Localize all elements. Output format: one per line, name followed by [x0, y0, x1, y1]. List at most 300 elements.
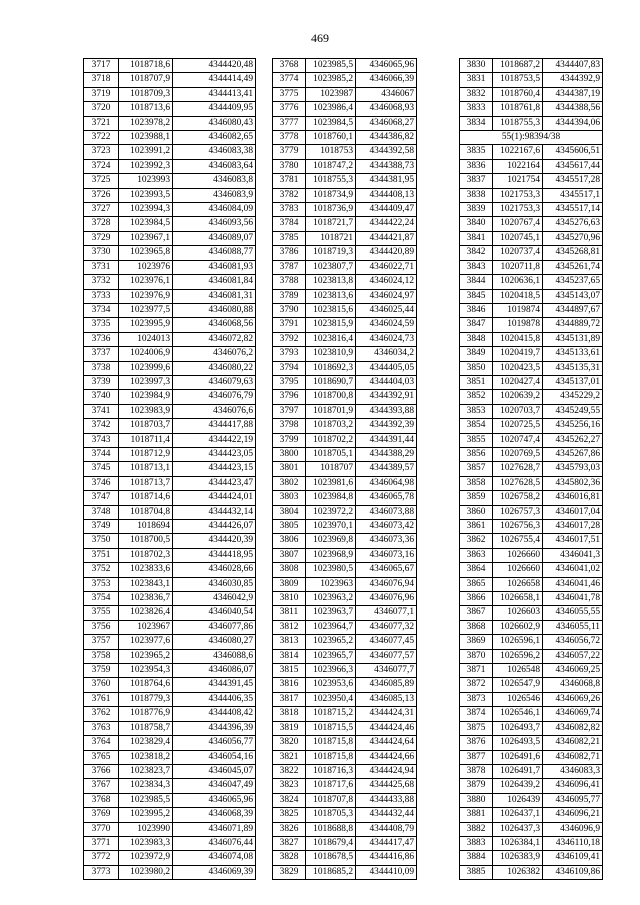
y-coordinate: 4346083,9 [173, 188, 256, 202]
point-number: 3815 [273, 664, 306, 678]
point-number: 3768 [273, 59, 306, 73]
point-number: 3788 [273, 275, 306, 289]
point-number: 3798 [273, 419, 306, 433]
y-coordinate: 4346041,02 [543, 563, 603, 577]
table-row [273, 577, 417, 591]
table-row [84, 865, 256, 879]
point-number: 3863 [460, 548, 493, 562]
point-number: 3846 [460, 303, 493, 317]
x-coordinate: 1026658,1 [493, 592, 543, 606]
x-coordinate: 1020418,5 [493, 289, 543, 303]
point-number: 3856 [460, 447, 493, 461]
y-coordinate: 4344424,46 [356, 721, 417, 735]
y-coordinate: 4346040,54 [173, 606, 256, 620]
x-coordinate: 1018713,1 [119, 462, 173, 476]
point-number: 3779 [273, 145, 306, 159]
x-coordinate: 1023999,6 [119, 361, 173, 375]
table-row [460, 620, 603, 634]
y-coordinate: 4346054,16 [173, 750, 256, 764]
table-row [460, 87, 603, 101]
point-number: 3866 [460, 592, 493, 606]
y-coordinate: 4344426,07 [173, 520, 256, 534]
x-coordinate: 1018701,9 [306, 404, 356, 418]
y-coordinate: 4346056,72 [543, 635, 603, 649]
point-number: 3822 [273, 764, 306, 778]
x-coordinate: 1023818,2 [119, 750, 173, 764]
x-coordinate: 1018760,4 [493, 87, 543, 101]
x-coordinate: 1023972,9 [119, 851, 173, 865]
x-coordinate: 1026548 [493, 664, 543, 678]
x-coordinate: 1026439,2 [493, 779, 543, 793]
table-row [273, 620, 417, 634]
x-coordinate: 1022164 [493, 159, 543, 173]
point-number: 3763 [84, 721, 119, 735]
table-row [460, 808, 603, 822]
point-number: 3790 [273, 303, 306, 317]
y-coordinate: 4344423,05 [173, 447, 256, 461]
y-coordinate: 4345135,31 [543, 361, 603, 375]
x-coordinate: 1023969,8 [306, 534, 356, 548]
y-coordinate: 4346072,82 [173, 332, 256, 346]
point-number: 3787 [273, 260, 306, 274]
point-number: 3870 [460, 649, 493, 663]
y-coordinate: 4344423,15 [173, 462, 256, 476]
point-number: 3738 [84, 361, 119, 375]
y-coordinate: 4344404,03 [356, 375, 417, 389]
y-coordinate: 4345793,03 [543, 462, 603, 476]
point-number: 3882 [460, 822, 493, 836]
y-coordinate: 4346024,12 [356, 275, 417, 289]
x-coordinate: 1023829,4 [119, 736, 173, 750]
y-coordinate: 4346068,39 [173, 808, 256, 822]
y-coordinate: 4346077,57 [356, 649, 417, 663]
x-coordinate: 1027628,5 [493, 476, 543, 490]
table-row [84, 851, 256, 865]
y-coordinate: 4344388,29 [356, 447, 417, 461]
point-number: 3760 [84, 678, 119, 692]
y-coordinate: 4345237,65 [543, 275, 603, 289]
table-row [84, 836, 256, 850]
x-coordinate: 1018717,6 [306, 779, 356, 793]
y-coordinate: 4346077,1 [356, 606, 417, 620]
x-coordinate: 1018705,3 [306, 808, 356, 822]
point-number: 3758 [84, 649, 119, 663]
point-number: 3761 [84, 692, 119, 706]
x-coordinate: 1023810,9 [306, 347, 356, 361]
y-coordinate: 4346024,73 [356, 332, 417, 346]
point-number: 3806 [273, 534, 306, 548]
x-coordinate: 1018694 [119, 520, 173, 534]
point-number: 3805 [273, 520, 306, 534]
y-coordinate: 4344420,89 [356, 246, 417, 260]
y-coordinate: 4344432,14 [173, 505, 256, 519]
x-coordinate: 1020703,7 [493, 404, 543, 418]
table-row [273, 404, 417, 418]
y-coordinate: 4346066,39 [356, 73, 417, 87]
point-number: 3869 [460, 635, 493, 649]
table-row [460, 174, 603, 188]
table-row [460, 505, 603, 519]
point-number: 3836 [460, 159, 493, 173]
point-number: 3753 [84, 577, 119, 591]
table-row [84, 433, 256, 447]
x-coordinate: 1018715,8 [306, 750, 356, 764]
point-number: 3871 [460, 664, 493, 678]
y-coordinate: 4345261,74 [543, 260, 603, 274]
table-row [273, 131, 417, 145]
x-coordinate: 1023980,2 [119, 865, 173, 879]
point-number: 3756 [84, 620, 119, 634]
y-coordinate: 4346076,79 [173, 390, 256, 404]
x-coordinate: 1023815,9 [306, 318, 356, 332]
point-number: 3823 [273, 779, 306, 793]
y-coordinate: 4346067 [356, 87, 417, 101]
y-coordinate: 4346030,85 [173, 577, 256, 591]
x-coordinate: 1026491,7 [493, 764, 543, 778]
table-row [273, 188, 417, 202]
y-coordinate: 4344420,48 [173, 59, 256, 73]
table-row [84, 447, 256, 461]
y-coordinate: 4344392,39 [356, 419, 417, 433]
y-coordinate: 4346073,42 [356, 520, 417, 534]
y-coordinate: 4346069,26 [543, 692, 603, 706]
table-row [460, 548, 603, 562]
y-coordinate: 4346084,09 [173, 203, 256, 217]
table-row [84, 505, 256, 519]
point-number: 3800 [273, 447, 306, 461]
y-coordinate: 4346081,93 [173, 260, 256, 274]
y-coordinate: 4345131,89 [543, 332, 603, 346]
parcel-label: 55(1):98394/38 [460, 131, 603, 145]
table-row [273, 217, 417, 231]
table-row [273, 822, 417, 836]
point-number: 3730 [84, 246, 119, 260]
table-row [84, 188, 256, 202]
point-number: 3818 [273, 707, 306, 721]
table-row [84, 260, 256, 274]
x-coordinate: 1018678,5 [306, 851, 356, 865]
y-coordinate: 4346056,77 [173, 736, 256, 750]
y-coordinate: 4344394,06 [543, 116, 603, 130]
y-coordinate: 4344389,57 [356, 462, 417, 476]
y-coordinate: 4346083,38 [173, 145, 256, 159]
table-row [460, 707, 603, 721]
y-coordinate: 4346068,27 [356, 116, 417, 130]
table-row [273, 563, 417, 577]
point-number: 3755 [84, 606, 119, 620]
y-coordinate: 4345133,61 [543, 347, 603, 361]
x-coordinate: 1020737,4 [493, 246, 543, 260]
point-number: 3813 [273, 635, 306, 649]
y-coordinate: 4346069,39 [173, 865, 256, 879]
point-number: 3741 [84, 404, 119, 418]
table-row [460, 462, 603, 476]
x-coordinate: 1023815,6 [306, 303, 356, 317]
x-coordinate: 1021753,3 [493, 203, 543, 217]
y-coordinate: 4344410,09 [356, 865, 417, 879]
table-row [460, 73, 603, 87]
point-number: 3724 [84, 159, 119, 173]
point-number: 3776 [273, 102, 306, 116]
parcel-header-row [460, 131, 603, 145]
x-coordinate: 1018687,2 [493, 59, 543, 73]
x-coordinate: 1023986,4 [306, 102, 356, 116]
y-coordinate: 4344424,64 [356, 736, 417, 750]
x-coordinate: 1026439 [493, 793, 543, 807]
point-number: 3765 [84, 750, 119, 764]
point-number: 3768 [84, 793, 119, 807]
y-coordinate: 4346065,96 [356, 59, 417, 73]
table-row [273, 361, 417, 375]
y-coordinate: 4344409,95 [173, 102, 256, 116]
y-coordinate: 4346085,13 [356, 692, 417, 706]
table-row [84, 750, 256, 764]
x-coordinate: 1023967,1 [119, 231, 173, 245]
x-coordinate: 1018703,7 [119, 419, 173, 433]
point-number: 3827 [273, 836, 306, 850]
x-coordinate: 1023977,5 [119, 303, 173, 317]
point-number: 3811 [273, 606, 306, 620]
x-coordinate: 1023992,3 [119, 159, 173, 173]
table-row [460, 635, 603, 649]
y-coordinate: 4344422,19 [173, 433, 256, 447]
x-coordinate: 1020636,1 [493, 275, 543, 289]
x-coordinate: 1026384,1 [493, 836, 543, 850]
x-coordinate: 1023954,3 [119, 664, 173, 678]
x-coordinate: 1018719,3 [306, 246, 356, 260]
point-number: 3840 [460, 217, 493, 231]
table-row [460, 836, 603, 850]
point-number: 3843 [460, 260, 493, 274]
x-coordinate: 1020747,4 [493, 433, 543, 447]
y-coordinate: 4346025,44 [356, 303, 417, 317]
point-number: 3803 [273, 491, 306, 505]
point-number: 3844 [460, 275, 493, 289]
x-coordinate: 1026756,3 [493, 520, 543, 534]
point-number: 3830 [460, 59, 493, 73]
x-coordinate: 1020423,5 [493, 361, 543, 375]
x-coordinate: 1023994,3 [119, 203, 173, 217]
table-row [460, 793, 603, 807]
y-coordinate: 4344392,9 [543, 73, 603, 87]
x-coordinate: 1024006,9 [119, 347, 173, 361]
table-row [273, 635, 417, 649]
point-number: 3883 [460, 836, 493, 850]
y-coordinate: 4346024,59 [356, 318, 417, 332]
x-coordinate: 1023826,4 [119, 606, 173, 620]
y-coordinate: 4344391,44 [356, 433, 417, 447]
point-number: 3814 [273, 649, 306, 663]
y-coordinate: 4344408,79 [356, 822, 417, 836]
y-coordinate: 4346080,43 [173, 116, 256, 130]
point-number: 3853 [460, 404, 493, 418]
x-coordinate: 1018713,6 [119, 102, 173, 116]
table-row [460, 102, 603, 116]
point-number: 3734 [84, 303, 119, 317]
table-row [460, 476, 603, 490]
y-coordinate: 4346073,36 [356, 534, 417, 548]
table-row [460, 332, 603, 346]
x-coordinate: 1023978,2 [119, 116, 173, 130]
table-row [460, 419, 603, 433]
y-coordinate: 4344408,13 [356, 188, 417, 202]
point-number: 3777 [273, 116, 306, 130]
y-coordinate: 4346085,89 [356, 678, 417, 692]
point-number: 3746 [84, 476, 119, 490]
x-coordinate: 1018755,3 [306, 174, 356, 188]
y-coordinate: 4344408,42 [173, 707, 256, 721]
y-coordinate: 4344391,45 [173, 678, 256, 692]
table-row [84, 59, 256, 73]
y-coordinate: 4345256,16 [543, 419, 603, 433]
point-number: 3774 [273, 73, 306, 87]
x-coordinate: 1026758,2 [493, 491, 543, 505]
x-coordinate: 1023950,4 [306, 692, 356, 706]
y-coordinate: 4346057,22 [543, 649, 603, 663]
x-coordinate: 1020427,4 [493, 375, 543, 389]
y-coordinate: 4346110,18 [543, 836, 603, 850]
table-row [84, 361, 256, 375]
x-coordinate: 1018736,9 [306, 203, 356, 217]
table-row [84, 793, 256, 807]
x-coordinate: 1026603 [493, 606, 543, 620]
x-coordinate: 1023991,2 [119, 145, 173, 159]
x-coordinate: 1022167,6 [493, 145, 543, 159]
table-row [460, 865, 603, 879]
x-coordinate: 1020767,4 [493, 217, 543, 231]
point-number: 3775 [273, 87, 306, 101]
table-row [460, 188, 603, 202]
point-number: 3847 [460, 318, 493, 332]
x-coordinate: 1023976,1 [119, 275, 173, 289]
table-row [460, 577, 603, 591]
x-coordinate: 1018690,7 [306, 375, 356, 389]
x-coordinate: 1018761,8 [493, 102, 543, 116]
y-coordinate: 4344388,73 [356, 159, 417, 173]
point-number: 3857 [460, 462, 493, 476]
x-coordinate: 1021754 [493, 174, 543, 188]
point-number: 3880 [460, 793, 493, 807]
y-coordinate: 4345517,28 [543, 174, 603, 188]
point-number: 3732 [84, 275, 119, 289]
table-row [84, 476, 256, 490]
table-row [84, 534, 256, 548]
point-number: 3747 [84, 491, 119, 505]
point-number: 3791 [273, 318, 306, 332]
x-coordinate: 1018747,2 [306, 159, 356, 173]
table-row [84, 620, 256, 634]
y-coordinate: 4346080,27 [173, 635, 256, 649]
point-number: 3759 [84, 664, 119, 678]
table-row [460, 721, 603, 735]
point-number: 3792 [273, 332, 306, 346]
x-coordinate: 1023985,5 [306, 59, 356, 73]
table-row [460, 318, 603, 332]
point-number: 3838 [460, 188, 493, 202]
point-number: 3817 [273, 692, 306, 706]
x-coordinate: 1023990 [119, 822, 173, 836]
x-coordinate: 1023964,7 [306, 620, 356, 634]
y-coordinate: 4345606,51 [543, 145, 603, 159]
x-coordinate: 1023980,5 [306, 563, 356, 577]
x-coordinate: 1023997,3 [119, 375, 173, 389]
point-number: 3854 [460, 419, 493, 433]
x-coordinate: 1018721,7 [306, 217, 356, 231]
x-coordinate: 1018776,9 [119, 707, 173, 721]
y-coordinate: 4344388,56 [543, 102, 603, 116]
point-number: 3812 [273, 620, 306, 634]
y-coordinate: 4345137,01 [543, 375, 603, 389]
table-row [84, 462, 256, 476]
x-coordinate: 1018705,1 [306, 447, 356, 461]
point-number: 3845 [460, 289, 493, 303]
point-number: 3769 [84, 808, 119, 822]
point-number: 3824 [273, 793, 306, 807]
x-coordinate: 1018707,9 [119, 73, 173, 87]
y-coordinate: 4346041,78 [543, 592, 603, 606]
y-coordinate: 4346077,7 [356, 664, 417, 678]
point-number: 3717 [84, 59, 119, 73]
point-number: 3841 [460, 231, 493, 245]
table-row [273, 865, 417, 879]
y-coordinate: 4346045,07 [173, 764, 256, 778]
table-row [84, 808, 256, 822]
point-number: 3745 [84, 462, 119, 476]
point-number: 3831 [460, 73, 493, 87]
y-coordinate: 4345270,96 [543, 231, 603, 245]
y-coordinate: 4344381,95 [356, 174, 417, 188]
x-coordinate: 1018702,2 [306, 433, 356, 447]
table-row [84, 764, 256, 778]
x-coordinate: 1018707,8 [306, 793, 356, 807]
y-coordinate: 4346080,22 [173, 361, 256, 375]
point-number: 3750 [84, 534, 119, 548]
table-row [460, 692, 603, 706]
point-number: 3752 [84, 563, 119, 577]
table-row [273, 231, 417, 245]
table-row [273, 678, 417, 692]
point-number: 3864 [460, 563, 493, 577]
point-number: 3719 [84, 87, 119, 101]
y-coordinate: 4346065,78 [356, 491, 417, 505]
y-coordinate: 4346083,3 [543, 764, 603, 778]
x-coordinate: 1023965,2 [119, 649, 173, 663]
y-coordinate: 4346088,6 [173, 649, 256, 663]
x-coordinate: 1023993,5 [119, 188, 173, 202]
x-coordinate: 1018692,3 [306, 361, 356, 375]
point-number: 3842 [460, 246, 493, 260]
x-coordinate: 1023970,1 [306, 520, 356, 534]
x-coordinate: 1018718,6 [119, 59, 173, 73]
table-row [84, 606, 256, 620]
table-row [460, 750, 603, 764]
y-coordinate: 4346041,3 [543, 548, 603, 562]
x-coordinate: 1018716,3 [306, 764, 356, 778]
x-coordinate: 1023823,7 [119, 764, 173, 778]
table-row [273, 447, 417, 461]
point-number: 3736 [84, 332, 119, 346]
point-number: 3764 [84, 736, 119, 750]
y-coordinate: 4346093,56 [173, 217, 256, 231]
x-coordinate: 1023972,2 [306, 505, 356, 519]
x-coordinate: 1023965,8 [119, 246, 173, 260]
table-row [460, 678, 603, 692]
y-coordinate: 4346065,96 [173, 793, 256, 807]
table-row [273, 505, 417, 519]
table-row [460, 145, 603, 159]
table-row [84, 145, 256, 159]
point-number: 3848 [460, 332, 493, 346]
